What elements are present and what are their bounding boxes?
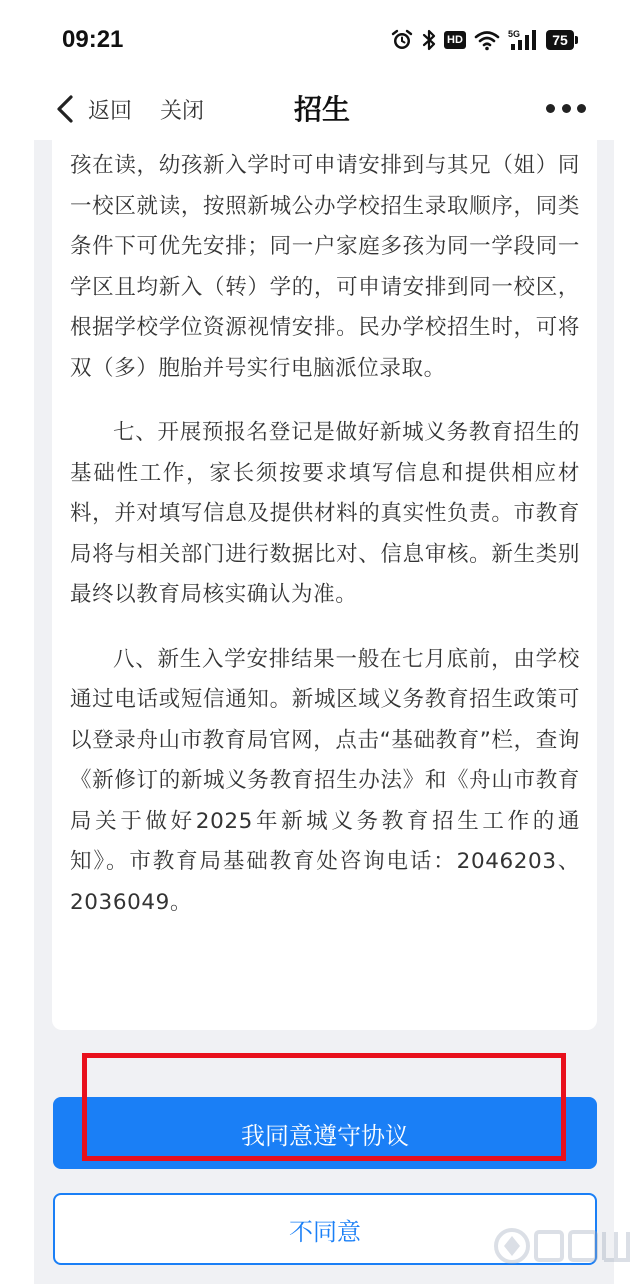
close-button[interactable]: 关闭 — [160, 99, 205, 124]
agree-button[interactable]: 我同意遵守协议 — [53, 1097, 597, 1169]
battery-level: 75 — [546, 30, 574, 50]
agreement-text — [70, 146, 580, 923]
disagree-button[interactable]: 不同意 — [53, 1193, 597, 1265]
hd-icon: HD — [444, 27, 466, 53]
agreement-card — [52, 140, 597, 1030]
bluetooth-icon — [422, 27, 436, 53]
more-icon[interactable] — [546, 98, 586, 118]
battery-icon — [546, 27, 578, 53]
alarm-icon — [390, 27, 414, 53]
back-label: 返回 — [88, 98, 133, 124]
5g-signal-icon — [508, 27, 538, 53]
status-icons — [390, 26, 578, 54]
svg-text:5G: 5G — [508, 29, 521, 39]
chevron-left-icon — [54, 94, 80, 124]
page-title: 招生 — [293, 93, 350, 126]
agreement-paragraph: 七、开展预报名登记是做好新城义务教育招生的基础性工作，家长须按要求填写信息和提供相应材料，并对填写信息及提供材料的真实性负责。市教育局将与相关部门进行数据比对、信息审核。新生类别最终以教育局核实确认为准。 — [70, 420, 580, 607]
agreement-paragraph: 八、新生入学安排结果一般在七月底前，由学校通过电话或短信通知。新城区域义务教育招生政策可以登录舟山市教育局官网，点击“基础教育”栏，查询《新修订的新城义务教育招生办法》和《舟山市教育局关于做好2025年新城义务教育招生工作的通知》。市教育局基础教育处咨询电话：2046203、2036049。 — [70, 646, 580, 915]
watermark-logo — [490, 1218, 644, 1274]
status-time: 09:21 — [62, 26, 124, 53]
back-button[interactable] — [54, 92, 132, 126]
nav-bar — [0, 78, 644, 140]
agreement-paragraph: 孩在读，幼孩新入学时可申请安排到与其兄（姐）同一校区就读，按照新城公办学校招生录取顺序，同类条件下可优先安排；同一户家庭多孩为同一学段同一学区且均新入（转）学的，可申请安排到同一校区，根据学校学位资源视情安排。民办学校招生时，可将双（多）胞胎并号实行电脑派位录取。 — [70, 153, 580, 381]
status-bar — [0, 0, 644, 78]
wifi-icon — [474, 27, 500, 53]
